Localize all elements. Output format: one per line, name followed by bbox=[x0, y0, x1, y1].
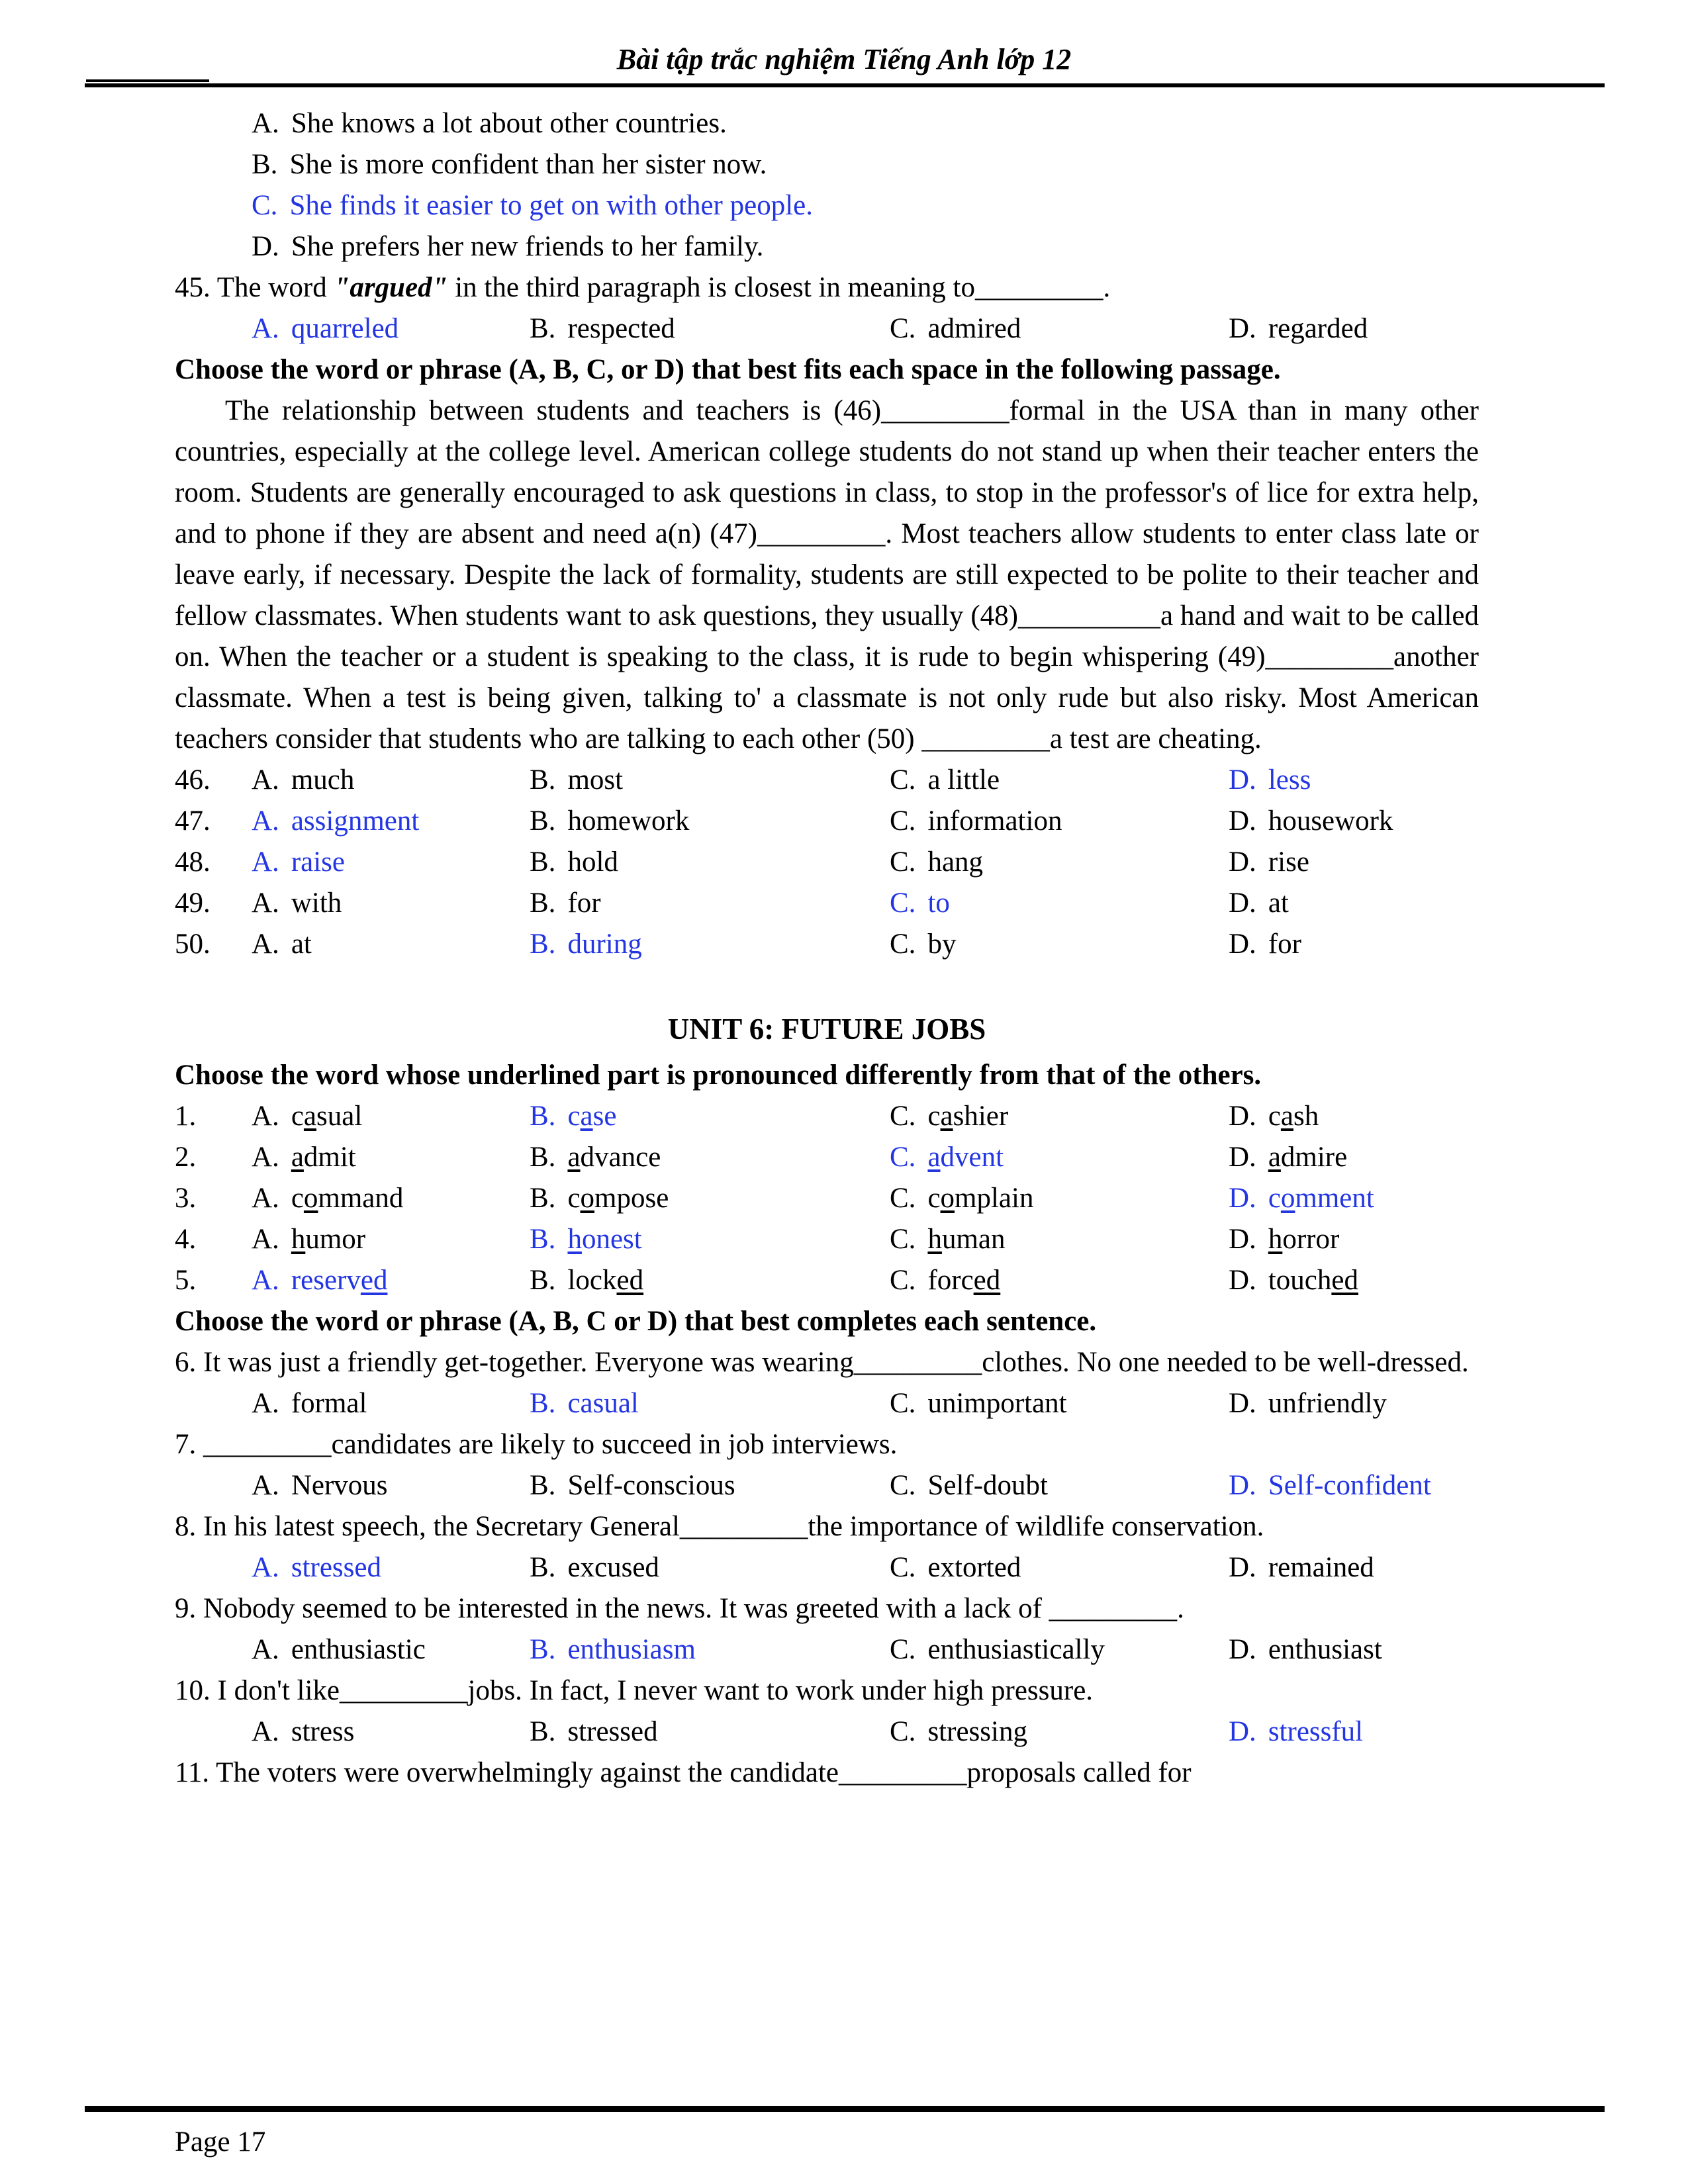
choice-line bbox=[175, 103, 1479, 144]
page-number: Page 17 bbox=[175, 2126, 266, 2158]
option-cell bbox=[890, 1137, 1229, 1178]
underlined-letters: a bbox=[927, 1142, 941, 1173]
question-6-options bbox=[175, 1383, 1479, 1424]
option-text: information bbox=[927, 805, 1062, 837]
document-content bbox=[175, 103, 1479, 1794]
option-cell bbox=[252, 1137, 530, 1178]
word-suffix: umor bbox=[305, 1224, 366, 1255]
option-label: B. bbox=[530, 313, 556, 344]
text-segment: 10. I don't like_________jobs. In fact, I never want to work under high pressure. bbox=[175, 1675, 1094, 1706]
pronunciation-3 bbox=[175, 1178, 1479, 1219]
underlined-letters: ed bbox=[616, 1265, 644, 1296]
option-cell bbox=[252, 1629, 530, 1670]
word-suffix: mpose bbox=[594, 1183, 669, 1214]
option-text: raise bbox=[291, 846, 345, 878]
underlined-letters: a bbox=[291, 1142, 304, 1173]
option-label: D. bbox=[1229, 1101, 1256, 1132]
question-number bbox=[175, 1383, 252, 1424]
option-text: hold bbox=[567, 846, 618, 878]
option-text: during bbox=[567, 929, 642, 960]
option-cell bbox=[530, 1096, 890, 1137]
word-prefix: c bbox=[927, 1183, 941, 1214]
option-text: enthusiastically bbox=[927, 1634, 1105, 1665]
option-label: C. bbox=[890, 1716, 916, 1747]
underlined-letters: o bbox=[303, 1183, 318, 1214]
underlined-letters: a bbox=[303, 1101, 316, 1132]
pronunciation-4 bbox=[175, 1219, 1479, 1260]
option-text: quarreled bbox=[291, 313, 399, 344]
word-suffix: onest bbox=[581, 1224, 642, 1255]
question-49-options bbox=[175, 883, 1479, 924]
option-label: D. bbox=[1229, 805, 1256, 837]
text-segment: in the third paragraph is closest in meaning to_________. bbox=[447, 272, 1111, 303]
option-text: enthusiastic bbox=[291, 1634, 426, 1665]
question-number: 46. bbox=[175, 764, 211, 796]
option-label: D. bbox=[1229, 1265, 1256, 1296]
option-cell bbox=[530, 1711, 890, 1752]
text-segment: Choose the word or phrase (A, B, C or D) that best completes each sentence. bbox=[175, 1306, 1097, 1337]
word-suffix: mment bbox=[1295, 1183, 1374, 1214]
option-cell bbox=[1229, 1383, 1479, 1424]
option-text: for bbox=[567, 887, 601, 919]
word-prefix: lock bbox=[567, 1265, 617, 1296]
option-label: C. bbox=[890, 1101, 916, 1132]
question-48-options bbox=[175, 842, 1479, 883]
question-number: 49. bbox=[175, 887, 211, 919]
option-label: D. bbox=[1229, 1224, 1256, 1255]
option-cell bbox=[530, 1178, 890, 1219]
option-text: enthusiasm bbox=[567, 1634, 696, 1665]
option-text: at bbox=[291, 929, 312, 960]
question-6 bbox=[175, 1342, 1479, 1383]
option-text: Self-conscious bbox=[567, 1470, 735, 1501]
underlined-letters: a bbox=[567, 1142, 581, 1173]
option-cell bbox=[530, 883, 890, 924]
option-label: D. bbox=[1229, 1552, 1256, 1583]
word-suffix: sh bbox=[1293, 1101, 1319, 1132]
instruction-sentence-completion bbox=[175, 1301, 1479, 1342]
text-segment: Choose the word or phrase (A, B, C, or D) that best fits each space in the following passage. bbox=[175, 354, 1281, 385]
question-46-options bbox=[175, 760, 1479, 801]
option-label: C. bbox=[890, 764, 916, 796]
option-text: remained bbox=[1268, 1552, 1374, 1583]
option-cell bbox=[1229, 1137, 1479, 1178]
word-prefix: c bbox=[1268, 1101, 1281, 1132]
question-10 bbox=[175, 1670, 1479, 1711]
option-text: by bbox=[927, 929, 957, 960]
text-segment: The relationship between students and teachers is (46)_________formal in the USA than in many other countries, especially at the college level. American college students do not stand up when their teacher enters the room. Students are generally encouraged to ask questions in class, to stop in the professor's of lice for extra help, and to phone if they are absent and need a(n) (47)_________. Most teachers allow students to enter class late or leave early, if necessary. Despite the lack of formality, students are still expected to be polite to their teacher and fellow classmates. When students want to ask questions, they usually (48)__________a hand and wait to be called on. When the teacher or a student is speaking to the class, it is rude to begin whispering (49)_________another classmate. When a test is being given, talking to' a classmate is not only rude but also risky. Most American teachers consider that students who are talking to each other (50) _________a test are cheating. bbox=[175, 395, 1479, 754]
text-segment: 45. The word bbox=[175, 272, 334, 303]
option-label: B. bbox=[530, 1552, 556, 1583]
option-label: A. bbox=[252, 1552, 279, 1583]
question-11 bbox=[175, 1752, 1479, 1794]
option-label: C. bbox=[890, 1224, 916, 1255]
question-number: 3. bbox=[175, 1183, 197, 1214]
option-text: a little bbox=[927, 764, 1000, 796]
word-suffix: dmit bbox=[303, 1142, 356, 1173]
word-suffix: dmire bbox=[1280, 1142, 1348, 1173]
option-cell bbox=[890, 760, 1229, 801]
question-number: 50. bbox=[175, 929, 211, 960]
option-label: D. bbox=[1229, 313, 1256, 344]
choice-line bbox=[175, 144, 1479, 185]
option-text: She prefers her new friends to her family. bbox=[291, 231, 764, 262]
option-cell bbox=[530, 1219, 890, 1260]
option-cell bbox=[890, 1383, 1229, 1424]
option-label: C. bbox=[890, 1388, 916, 1419]
option-label: B. bbox=[530, 1470, 556, 1501]
instruction-passage-fill bbox=[175, 349, 1479, 390]
option-text: Nervous bbox=[291, 1470, 388, 1501]
text-segment: 11. The voters were overwhelmingly against the candidate_________proposals called for bbox=[175, 1757, 1192, 1788]
option-label: A. bbox=[252, 313, 279, 344]
word-prefix: c bbox=[927, 1101, 941, 1132]
word-prefix: c bbox=[291, 1183, 304, 1214]
option-label: C. bbox=[890, 929, 916, 960]
word-suffix: uman bbox=[941, 1224, 1006, 1255]
option-cell bbox=[1229, 1629, 1479, 1670]
option-cell bbox=[252, 1260, 530, 1301]
answer-choices-44 bbox=[175, 103, 1479, 267]
option-label: C. bbox=[890, 1470, 916, 1501]
option-label: C. bbox=[890, 1265, 916, 1296]
option-label: D. bbox=[1229, 1634, 1256, 1665]
option-cell bbox=[530, 1465, 890, 1506]
word-suffix: shier bbox=[953, 1101, 1009, 1132]
option-cell bbox=[1229, 883, 1479, 924]
option-label: B. bbox=[530, 1388, 556, 1419]
option-text: stressed bbox=[291, 1552, 381, 1583]
option-label: B. bbox=[530, 805, 556, 837]
question-45-options bbox=[175, 308, 1479, 349]
option-cell bbox=[252, 760, 530, 801]
option-label: A. bbox=[252, 846, 279, 878]
underlined-letters: h bbox=[927, 1224, 942, 1255]
option-cell bbox=[530, 1547, 890, 1588]
question-number: 4. bbox=[175, 1224, 197, 1255]
option-text: unfriendly bbox=[1268, 1388, 1387, 1419]
word-prefix: touch bbox=[1268, 1265, 1332, 1296]
option-cell bbox=[1229, 924, 1479, 965]
option-cell bbox=[890, 801, 1229, 842]
option-cell bbox=[1229, 801, 1479, 842]
option-cell bbox=[530, 308, 890, 349]
option-label: A. bbox=[252, 108, 279, 139]
question-7 bbox=[175, 1424, 1479, 1465]
underlined-letters: o bbox=[940, 1183, 955, 1214]
option-text: Self-doubt bbox=[927, 1470, 1048, 1501]
option-label: C. bbox=[890, 1634, 916, 1665]
word-prefix: c bbox=[567, 1101, 581, 1132]
option-label: C. bbox=[252, 190, 278, 221]
option-cell bbox=[1229, 1547, 1479, 1588]
option-cell bbox=[530, 842, 890, 883]
option-text: enthusiast bbox=[1268, 1634, 1382, 1665]
option-label: C. bbox=[890, 846, 916, 878]
option-cell bbox=[890, 1219, 1229, 1260]
option-cell bbox=[1229, 1711, 1479, 1752]
underlined-letters: ed bbox=[360, 1265, 388, 1296]
option-text: hang bbox=[927, 846, 984, 878]
option-label: B. bbox=[530, 1634, 556, 1665]
option-label: A. bbox=[252, 764, 279, 796]
option-cell bbox=[252, 1465, 530, 1506]
word-suffix: dvance bbox=[580, 1142, 661, 1173]
question-9-options bbox=[175, 1629, 1479, 1670]
word-prefix: forc bbox=[927, 1265, 974, 1296]
question-number bbox=[175, 1465, 252, 1506]
option-text: stressful bbox=[1268, 1716, 1364, 1747]
option-text: most bbox=[567, 764, 624, 796]
question-47-options bbox=[175, 801, 1479, 842]
page-header-title: Bài tập trắc nghiệm Tiếng Anh lớp 12 bbox=[616, 43, 1072, 75]
option-text: admired bbox=[927, 313, 1021, 344]
question-number: 2. bbox=[175, 1142, 197, 1173]
option-text: casual bbox=[567, 1388, 639, 1419]
option-text: stress bbox=[291, 1716, 355, 1747]
option-cell bbox=[252, 883, 530, 924]
word-prefix: c bbox=[567, 1183, 581, 1214]
underlined-letters: a bbox=[1280, 1101, 1293, 1132]
option-cell bbox=[890, 1178, 1229, 1219]
underlined-letters: a bbox=[1268, 1142, 1281, 1173]
word-prefix: c bbox=[1268, 1183, 1281, 1214]
option-text: Self-confident bbox=[1268, 1470, 1431, 1501]
option-cell bbox=[1229, 760, 1479, 801]
question-number bbox=[175, 1547, 252, 1588]
question-8-options bbox=[175, 1547, 1479, 1588]
option-cell bbox=[890, 1547, 1229, 1588]
text-segment: "argued" bbox=[334, 272, 448, 303]
option-text: She knows a lot about other countries. bbox=[291, 108, 727, 139]
underlined-letters: h bbox=[567, 1224, 582, 1255]
option-cell bbox=[890, 883, 1229, 924]
option-label: B. bbox=[530, 1716, 556, 1747]
option-label: D. bbox=[1229, 929, 1256, 960]
option-text: at bbox=[1268, 887, 1289, 919]
option-text: excused bbox=[567, 1552, 659, 1583]
pronunciation-2 bbox=[175, 1137, 1479, 1178]
underlined-letters: ed bbox=[1331, 1265, 1358, 1296]
underlined-letters: h bbox=[291, 1224, 306, 1255]
underlined-letters: o bbox=[580, 1183, 595, 1214]
option-label: A. bbox=[252, 805, 279, 837]
option-text: to bbox=[927, 887, 950, 919]
option-cell bbox=[530, 924, 890, 965]
option-label: C. bbox=[890, 887, 916, 919]
option-cell bbox=[252, 801, 530, 842]
pronunciation-1 bbox=[175, 1096, 1479, 1137]
unit-heading: UNIT 6: FUTURE JOBS bbox=[667, 1013, 986, 1046]
option-cell bbox=[252, 1711, 530, 1752]
question-number: 47. bbox=[175, 805, 211, 837]
option-label: C. bbox=[890, 1183, 916, 1214]
option-cell bbox=[1229, 842, 1479, 883]
header-left-rule bbox=[86, 79, 209, 82]
option-cell bbox=[1229, 1219, 1479, 1260]
option-label: A. bbox=[252, 1716, 279, 1747]
option-text: stressing bbox=[927, 1716, 1027, 1747]
option-label: C. bbox=[890, 1552, 916, 1583]
option-label: C. bbox=[890, 805, 916, 837]
option-text: for bbox=[1268, 929, 1301, 960]
option-cell bbox=[530, 1629, 890, 1670]
text-segment: 7. _________candidates are likely to succeed in job interviews. bbox=[175, 1429, 898, 1460]
option-text: unimportant bbox=[927, 1388, 1067, 1419]
option-text: She is more confident than her sister now. bbox=[289, 149, 767, 180]
option-cell bbox=[890, 842, 1229, 883]
option-label: B. bbox=[530, 846, 556, 878]
option-cell bbox=[252, 1219, 530, 1260]
question-number: 1. bbox=[175, 1101, 197, 1132]
option-label: D. bbox=[1229, 1388, 1256, 1419]
word-suffix: orror bbox=[1282, 1224, 1340, 1255]
option-label: A. bbox=[252, 1101, 279, 1132]
choice-line bbox=[175, 226, 1479, 267]
header-rule bbox=[85, 83, 1605, 87]
option-label: B. bbox=[530, 887, 556, 919]
footer-rule bbox=[85, 2106, 1605, 2112]
option-label: B. bbox=[530, 1101, 556, 1132]
option-text: housework bbox=[1268, 805, 1393, 837]
underlined-letters: o bbox=[1280, 1183, 1295, 1214]
option-cell bbox=[252, 1547, 530, 1588]
option-label: D. bbox=[1229, 1470, 1256, 1501]
question-7-options bbox=[175, 1465, 1479, 1506]
word-suffix: mmand bbox=[318, 1183, 404, 1214]
option-cell bbox=[1229, 1465, 1479, 1506]
option-label: B. bbox=[530, 929, 556, 960]
option-cell bbox=[1229, 308, 1479, 349]
text-segment: 6. It was just a friendly get-together. Everyone was wearing_________clothes. No one needed to be well-dressed. bbox=[175, 1347, 1469, 1378]
word-suffix: mplain bbox=[955, 1183, 1034, 1214]
option-label: A. bbox=[252, 1634, 279, 1665]
question-50-options bbox=[175, 924, 1479, 965]
option-cell bbox=[890, 1096, 1229, 1137]
option-label: B. bbox=[530, 1142, 556, 1173]
option-text: formal bbox=[291, 1388, 367, 1419]
question-number: 48. bbox=[175, 846, 211, 878]
option-cell bbox=[530, 1260, 890, 1301]
pronunciation-5 bbox=[175, 1260, 1479, 1301]
word-suffix: se bbox=[592, 1101, 617, 1132]
option-cell bbox=[252, 1383, 530, 1424]
reading-passage bbox=[175, 390, 1479, 760]
option-cell bbox=[530, 1383, 890, 1424]
option-cell bbox=[252, 924, 530, 965]
word-prefix: c bbox=[291, 1101, 304, 1132]
underlined-letters: a bbox=[940, 1101, 953, 1132]
option-text: She finds it easier to get on with other people. bbox=[289, 190, 813, 221]
option-text: assignment bbox=[291, 805, 420, 837]
option-cell bbox=[252, 842, 530, 883]
option-label: C. bbox=[890, 313, 916, 344]
option-cell bbox=[252, 308, 530, 349]
option-cell bbox=[252, 1096, 530, 1137]
option-cell bbox=[890, 308, 1229, 349]
option-label: D. bbox=[1229, 846, 1256, 878]
option-cell bbox=[530, 760, 890, 801]
underlined-letters: a bbox=[580, 1101, 593, 1132]
option-label: B. bbox=[530, 764, 556, 796]
option-cell bbox=[530, 801, 890, 842]
question-8 bbox=[175, 1506, 1479, 1547]
option-label: D. bbox=[252, 231, 279, 262]
text-segment: Choose the word whose underlined part is pronounced differently from that of the others. bbox=[175, 1060, 1262, 1091]
word-suffix: sual bbox=[316, 1101, 363, 1132]
option-cell bbox=[530, 1137, 890, 1178]
instruction-pronunciation bbox=[175, 1055, 1479, 1096]
option-cell bbox=[1229, 1096, 1479, 1137]
option-label: A. bbox=[252, 1388, 279, 1419]
option-text: with bbox=[291, 887, 342, 919]
option-label: A. bbox=[252, 887, 279, 919]
option-label: D. bbox=[1229, 764, 1256, 796]
option-cell bbox=[890, 1465, 1229, 1506]
question-45 bbox=[175, 267, 1479, 308]
option-label: A. bbox=[252, 1470, 279, 1501]
option-text: much bbox=[291, 764, 355, 796]
text-segment: 9. Nobody seemed to be interested in the news. It was greeted with a lack of _________. bbox=[175, 1593, 1184, 1624]
option-cell bbox=[252, 1178, 530, 1219]
option-text: regarded bbox=[1268, 313, 1368, 344]
option-text: less bbox=[1268, 764, 1311, 796]
option-label: D. bbox=[1229, 887, 1256, 919]
word-suffix: dvent bbox=[940, 1142, 1004, 1173]
option-label: A. bbox=[252, 1224, 279, 1255]
option-label: D. bbox=[1229, 1183, 1256, 1214]
option-text: stressed bbox=[567, 1716, 658, 1747]
option-cell bbox=[1229, 1178, 1479, 1219]
option-label: D. bbox=[1229, 1142, 1256, 1173]
option-cell bbox=[890, 924, 1229, 965]
option-label: C. bbox=[890, 1142, 916, 1173]
option-label: A. bbox=[252, 929, 279, 960]
question-number bbox=[175, 308, 252, 349]
underlined-letters: h bbox=[1268, 1224, 1283, 1255]
option-label: A. bbox=[252, 1183, 279, 1214]
option-label: A. bbox=[252, 1142, 279, 1173]
option-label: B. bbox=[252, 149, 278, 180]
option-label: D. bbox=[1229, 1716, 1256, 1747]
underlined-letters: ed bbox=[973, 1265, 1001, 1296]
option-label: B. bbox=[530, 1224, 556, 1255]
option-text: respected bbox=[567, 313, 675, 344]
option-text: rise bbox=[1268, 846, 1309, 878]
question-number: 5. bbox=[175, 1265, 197, 1296]
option-label: A. bbox=[252, 1265, 279, 1296]
option-label: B. bbox=[530, 1183, 556, 1214]
question-number bbox=[175, 1629, 252, 1670]
option-cell bbox=[890, 1711, 1229, 1752]
option-cell bbox=[890, 1260, 1229, 1301]
option-text: extorted bbox=[927, 1552, 1021, 1583]
word-prefix: reserv bbox=[291, 1265, 361, 1296]
option-text: homework bbox=[567, 805, 690, 837]
choice-line bbox=[175, 185, 1479, 226]
question-10-options bbox=[175, 1711, 1479, 1752]
question-9 bbox=[175, 1588, 1479, 1629]
option-cell bbox=[890, 1629, 1229, 1670]
option-cell bbox=[1229, 1260, 1479, 1301]
question-number bbox=[175, 1711, 252, 1752]
text-segment: 8. In his latest speech, the Secretary General_________the importance of wildlife conservation. bbox=[175, 1511, 1264, 1542]
option-label: B. bbox=[530, 1265, 556, 1296]
